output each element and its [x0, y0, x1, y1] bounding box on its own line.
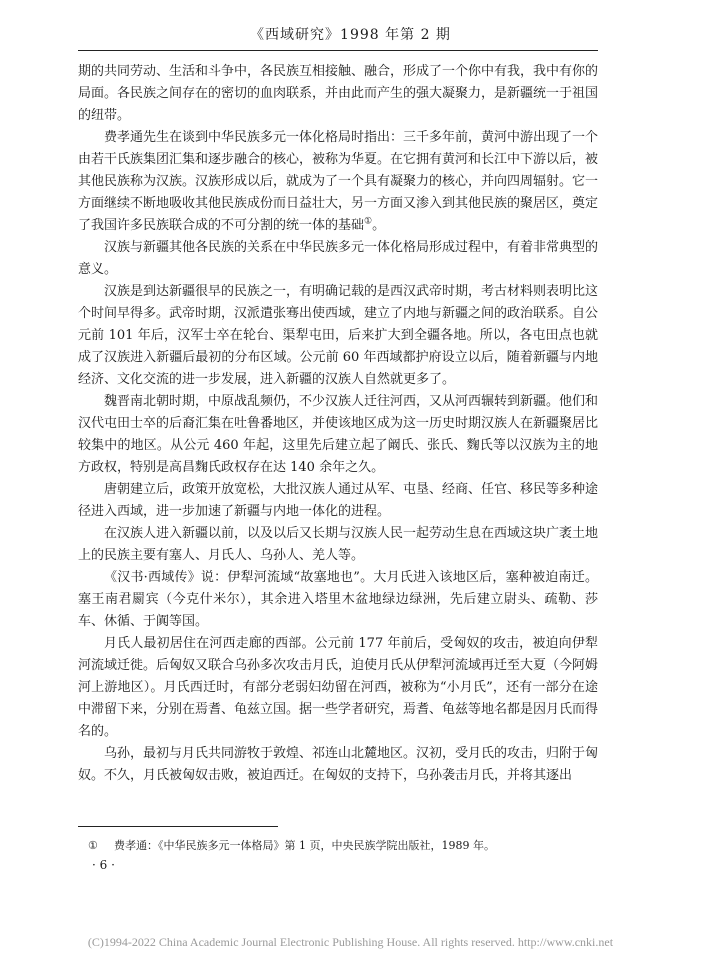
paragraph: [78, 567, 598, 633]
paragraph: [78, 281, 598, 391]
footnote-rule: [78, 826, 278, 827]
paragraph-text: 《汉书·西域传》说：伊犁河流域“故塞地也”。大月氏进入该地区后，塞种被迫南迁。塞王南君罽宾（今克什米尔），其余进入塔里木盆地绿边绿洲，先后建立尉头、疏勒、莎车、休循、于阗等国。: [78, 570, 598, 629]
paragraph: [78, 479, 598, 523]
paragraph-text: 期的共同劳动、生活和斗争中，各民族互相接触、融合，形成了一个你中有我，我中有你的局面。各民族之间存在的密切的血肉联系，并由此而产生的强大凝聚力，是新疆统一于祖国的纽带。: [78, 64, 599, 123]
article-body: [78, 61, 598, 787]
paragraph-text: 在汉族人进入新疆以前，以及以后又长期与汉族人民一起劳动生息在西域这块广袤土地上的民族主要有塞人、月氏人、乌孙人、羌人等。: [78, 526, 599, 563]
paragraph: [78, 523, 598, 567]
copyright-watermark: (C)1994-2022 China Academic Journal Electronic Publishing House. All rights reserved. http://www.cnki.net: [87, 935, 614, 949]
paragraph-text: 乌孙，最初与月氏共同游牧于敦煌、祁连山北麓地区。汉初，受月氏的攻击，归附于匈奴。不久，月氏被匈奴击败，被迫西迁。在匈奴的支持下，乌孙袭击月氏，并将其逐出: [78, 746, 599, 783]
paragraph: [78, 237, 598, 281]
footnote-mark: ①: [88, 839, 98, 852]
paragraph: [78, 633, 598, 743]
paragraph-text: 月氏人最初居住在河西走廊的西部。公元前 177 年前后，受匈奴的攻击，被迫向伊犁河流域迁徙。后匈奴又联合乌孙多次攻击月氏，迫使月氏从伊犁河流域再迁至大夏（今阿姆河上游地区）。月氏西迁时，有部分老弱妇幼留在河西，被称为“小月氏”，还有一部分在途中滞留下来，分别在焉耆、龟兹立国。据一些学者研究，焉耆、龟兹等地名都是因月氏而得名的。: [78, 636, 599, 739]
paragraph: [78, 743, 598, 787]
paragraph: [78, 61, 598, 127]
paragraph-text: 魏晋南北朝时期，中原战乱频仍，不少汉族人迁往河西，又从河西辗转到新疆。他们和汉代屯田士卒的后裔汇集在吐鲁番地区，并使该地区成为这一历史时期汉族人在新疆聚居比较集中的地区。从公元 460 年起，这里先后建立起了阚氏、张氏、麴氏等以汉族为主的地方政权，特别是高昌麴氏政权存在达 140 余年之久。: [78, 394, 599, 475]
header-rule: [78, 50, 598, 51]
paragraph: [78, 391, 598, 479]
paragraph-text: 唐朝建立后，政策开放宽松，大批汉族人通过从军、屯垦、经商、任官、移民等多种途径进入西域，进一步加速了新疆与内地一体化的进程。: [78, 482, 599, 519]
footnote-text: 费孝通：《中华民族多元一体格局》第 1 页，中央民族学院出版社，1989 年。: [114, 839, 495, 852]
paragraph-text: 汉族与新疆其他各民族的关系在中华民族多元一体化格局形成过程中，有着非常典型的意义。: [78, 240, 599, 277]
paragraph-text: 汉族是到达新疆很早的民族之一，有明确记载的是西汉武帝时期，考古材料则表明比这个时间早得多。武帝时期，汉派遣张骞出使西域，建立了内地与新疆之间的政治联系。自公元前 101 年后，汉军士卒在轮台、渠犁屯田，后来扩大到全疆各地。所以，各屯田点也就成了汉族进入新疆后最初的分布区域。公元前 60 年西域都护府设立以后，随着新疆与内地经济、文化交流的进一步发展，进入新疆的汉族人自然就更多了。: [78, 284, 599, 387]
footnote-reference[interactable]: ①: [364, 216, 373, 227]
footnote: [88, 838, 598, 854]
page-number: · 6 ·: [92, 858, 115, 872]
paragraph: 费孝通先生在谈到中华民族多元一体化格局时指出：三千多年前，黄河中游出现了一个由若干氏族集团汇集和逐步融合的核心，被称为华夏。在它拥有黄河和长江中下游以后，被其他民族称为汉族。汉族形成以后，就成为了一个具有凝聚力的核心，并向四周辐射。它一方面继续不断地吸收其他民族成份而日益壮大，另一方面又渗入到其他民族的聚居区，奠定了我国许多民族联合成的不可分割的统一体的基础①。: [78, 130, 599, 233]
paragraph-text: 费孝通先生在谈到中华民族多元一体化格局时指出：三千多年前，黄河中游出现了一个由若干氏族集团汇集和逐步融合的核心，被称为华夏。在它拥有黄河和长江中下游以后，被其他民族称为汉族。汉族形成以后，就成为了一个具有凝聚力的核心，并向四周辐射。它一方面继续不断地吸收其他民族成份而日益壮大，另一方面又渗入到其他民族的聚居区，奠定了我国许多民族联合成的不可分割的统一体的基础: [78, 130, 599, 233]
running-header: 《西域研究》1998 年第 2 期: [250, 27, 451, 43]
